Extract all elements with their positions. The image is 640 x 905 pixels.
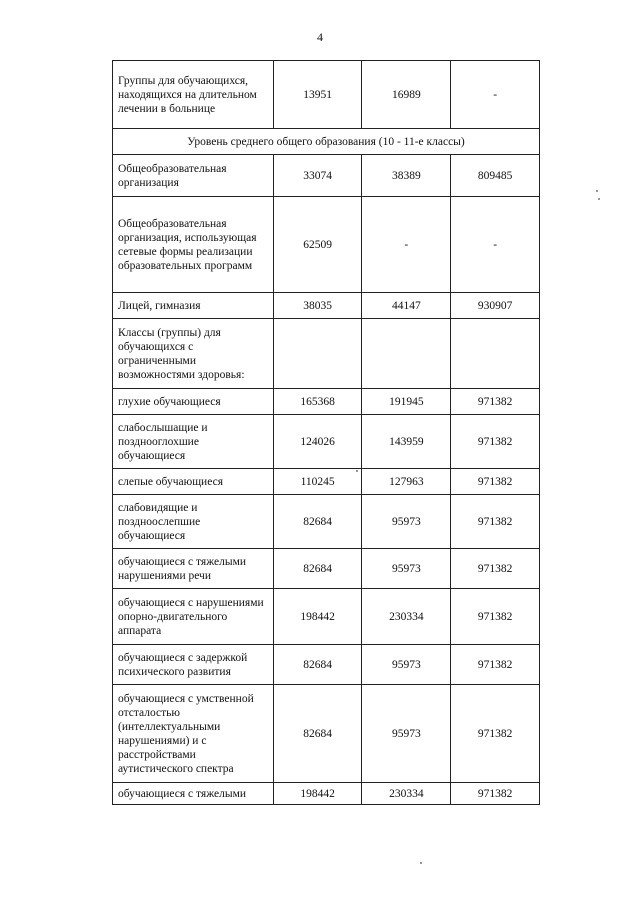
row-name: Общеобразовательная организация xyxy=(113,155,274,197)
table-row xyxy=(113,415,540,469)
table-body xyxy=(113,61,540,805)
value-cell-2: 95973 xyxy=(362,685,451,783)
value-cell-2 xyxy=(362,319,451,389)
value-cell-2: 230334 xyxy=(362,783,451,805)
value-cell-1: 82684 xyxy=(273,685,362,783)
page-number: 4 xyxy=(317,30,323,44)
value-cell-1: 82684 xyxy=(273,549,362,589)
value-cell-3 xyxy=(451,319,540,389)
value-cell-3: 971382 xyxy=(451,495,540,549)
value-cell-3: 809485 xyxy=(451,155,540,197)
row-name: обучающиеся с нарушениями опорно-двигательного аппарата xyxy=(113,589,274,645)
table-row xyxy=(113,469,540,495)
table-row xyxy=(113,645,540,685)
row-name: слабослышащие и позднооглохшие обучающиеся xyxy=(113,415,274,469)
value-cell-2: 127963 xyxy=(362,469,451,495)
table-row xyxy=(113,155,540,197)
scan-speck xyxy=(596,190,598,192)
row-name: обучающиеся с задержкой психического развития xyxy=(113,645,274,685)
value-cell-2: 191945 xyxy=(362,389,451,415)
value-cell-3: 971382 xyxy=(451,645,540,685)
value-cell-3: 971382 xyxy=(451,685,540,783)
value-cell-2: 16989 xyxy=(362,61,451,129)
table-row xyxy=(113,783,540,805)
value-cell-1: 82684 xyxy=(273,495,362,549)
table-row xyxy=(113,589,540,645)
value-cell-3: 971382 xyxy=(451,589,540,645)
value-cell-1: 165368 xyxy=(273,389,362,415)
row-name: обучающиеся с тяжелыми нарушениями речи xyxy=(113,549,274,589)
value-cell-1: 62509 xyxy=(273,197,362,293)
value-cell-3: - xyxy=(451,61,540,129)
value-cell-1: 124026 xyxy=(273,415,362,469)
table-row xyxy=(113,61,540,129)
value-cell-3: 971382 xyxy=(451,415,540,469)
value-cell-1: 110245 xyxy=(273,469,362,495)
scan-speck xyxy=(420,862,422,864)
row-name: Группы для обучающихся, находящихся на длительном лечении в больнице xyxy=(113,61,274,129)
value-cell-1: 13951 xyxy=(273,61,362,129)
value-cell-2: - xyxy=(362,197,451,293)
value-cell-3: - xyxy=(451,197,540,293)
table-row xyxy=(113,319,540,389)
table-row xyxy=(113,685,540,783)
table-row xyxy=(113,293,540,319)
value-cell-2: 95973 xyxy=(362,495,451,549)
value-cell-2: 44147 xyxy=(362,293,451,319)
value-cell-1: 82684 xyxy=(273,645,362,685)
value-cell-3: 971382 xyxy=(451,469,540,495)
value-cell-1 xyxy=(273,319,362,389)
value-cell-3: 930907 xyxy=(451,293,540,319)
row-name: Лицей, гимназия xyxy=(113,293,274,319)
value-cell-2: 230334 xyxy=(362,589,451,645)
table-row xyxy=(113,495,540,549)
scan-speck xyxy=(598,198,600,200)
value-cell-3: 971382 xyxy=(451,389,540,415)
value-cell-2: 95973 xyxy=(362,549,451,589)
section-title: Уровень среднего общего образования (10 - 11-е классы) xyxy=(113,129,540,155)
row-name: слабовидящие и поздноослепшие обучающиеся xyxy=(113,495,274,549)
value-cell-3: 971382 xyxy=(451,549,540,589)
row-name: обучающиеся с тяжелыми xyxy=(113,783,274,805)
table-row xyxy=(113,549,540,589)
value-cell-1: 33074 xyxy=(273,155,362,197)
table-row xyxy=(113,197,540,293)
table-row xyxy=(113,389,540,415)
value-cell-1: 198442 xyxy=(273,589,362,645)
value-cell-2: 38389 xyxy=(362,155,451,197)
section-header-row xyxy=(113,129,540,155)
row-name: Общеобразовательная организация, использующая сетевые формы реализации образовательных программ xyxy=(113,197,274,293)
scan-speck xyxy=(356,470,358,472)
normative-cost-table xyxy=(112,60,540,805)
row-name: глухие обучающиеся xyxy=(113,389,274,415)
row-name: обучающиеся с умственной отсталостью (интеллектуальными нарушениями) и с расстройствами аутистического спектра xyxy=(113,685,274,783)
value-cell-2: 95973 xyxy=(362,645,451,685)
value-cell-1: 38035 xyxy=(273,293,362,319)
row-name: Классы (группы) для обучающихся с ограниченными возможностями здоровья: xyxy=(113,319,274,389)
value-cell-2: 143959 xyxy=(362,415,451,469)
row-name: слепые обучающиеся xyxy=(113,469,274,495)
value-cell-1: 198442 xyxy=(273,783,362,805)
value-cell-3: 971382 xyxy=(451,783,540,805)
